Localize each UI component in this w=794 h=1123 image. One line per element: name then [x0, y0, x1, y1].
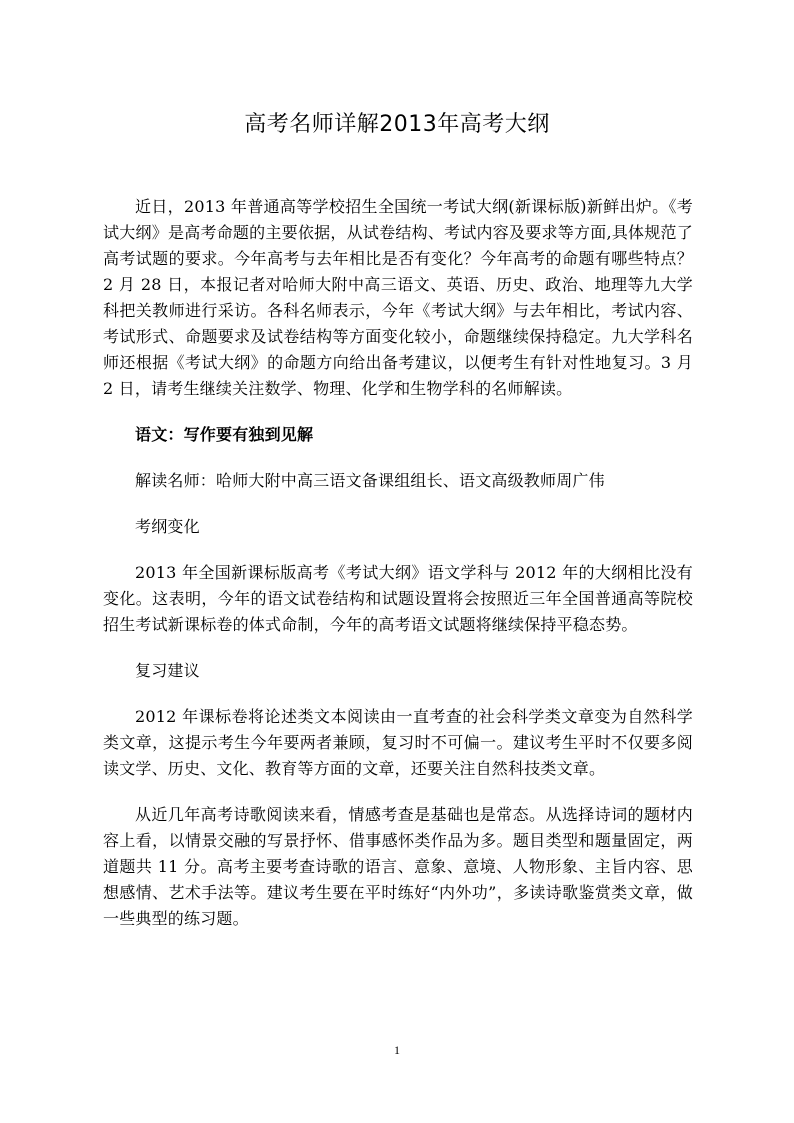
intro-paragraph: 近日，2013 年普通高等学校招生全国统一考试大纲(新课标版)新鲜出炉。《考试大纲》是高考命题的主要依据，从试卷结构、考试内容及要求等方面,具体规范了高考试题的要求。今年高考与去年相比是否有变化？今年高考的命题有哪些特点？2 月 28 日，本报记者对哈师大附中高三语文、英语、历史、政治、地理等九大学科把关教师进行采访。各科名师表示，今年《考试大纲》与去年相比，考试内容、考试形式、命题要求及试卷结构等方面变化较小，命题继续保持稳定。九大学科名师还根据《考试大纲》的命题方向给出备考建议，以便考生有针对性地复习。3 月 2 日，请考生继续关注数学、物理、化学和生物学科的名师解读。 — [103, 197, 693, 398]
section-heading-chinese: 语文：写作要有独到见解 — [135, 425, 314, 444]
document-body — [103, 194, 693, 952]
document-title: 高考名师详解2013年高考大纲 — [244, 112, 550, 137]
subheading-review-advice: 复习建议 — [135, 661, 200, 680]
review-advice-paragraph-2: 从近几年高考诗歌阅读来看，情感考查是基础也是常态。从选择诗词的题材内容上看，以情景交融的写景抒怀、借事感怀类作品为多。题目类型和题量固定，两道题共 11 分。高考主要考查诗歌的语言、意象、意境、人物形象、主旨内容、思想感情、艺术手法等。建议考生要在平时练好“内外功”，多读诗歌鉴赏类文章，做一些典型的练习题。 — [103, 805, 693, 928]
subheading-outline-changes: 考纲变化 — [135, 517, 200, 536]
outline-changes-paragraph: 2013 年全国新课标版高考《考试大纲》语文学科与 2012 年的大纲相比没有变化。这表明，今年的语文试卷结构和试题设置将会按照近三年全国普通高等院校招生考试新课标卷的体式命制，今年的高考语文试题将继续保持平稳态势。 — [103, 563, 693, 634]
review-advice-paragraph-1: 2012 年课标卷将论述类文本阅读由一直考查的社会科学类文章变为自然科学类文章，这提示考生今年要两者兼顾，复习时不可偏一。建议考生平时不仅要多阅读文学、历史、文化、教育等方面的文章，还要关注自然科技类文章。 — [103, 707, 693, 778]
page-number: 1 — [394, 1043, 400, 1057]
interpreter-line: 解读名师：哈师大附中高三语文备课组组长、语文高级教师周广伟 — [135, 471, 605, 490]
